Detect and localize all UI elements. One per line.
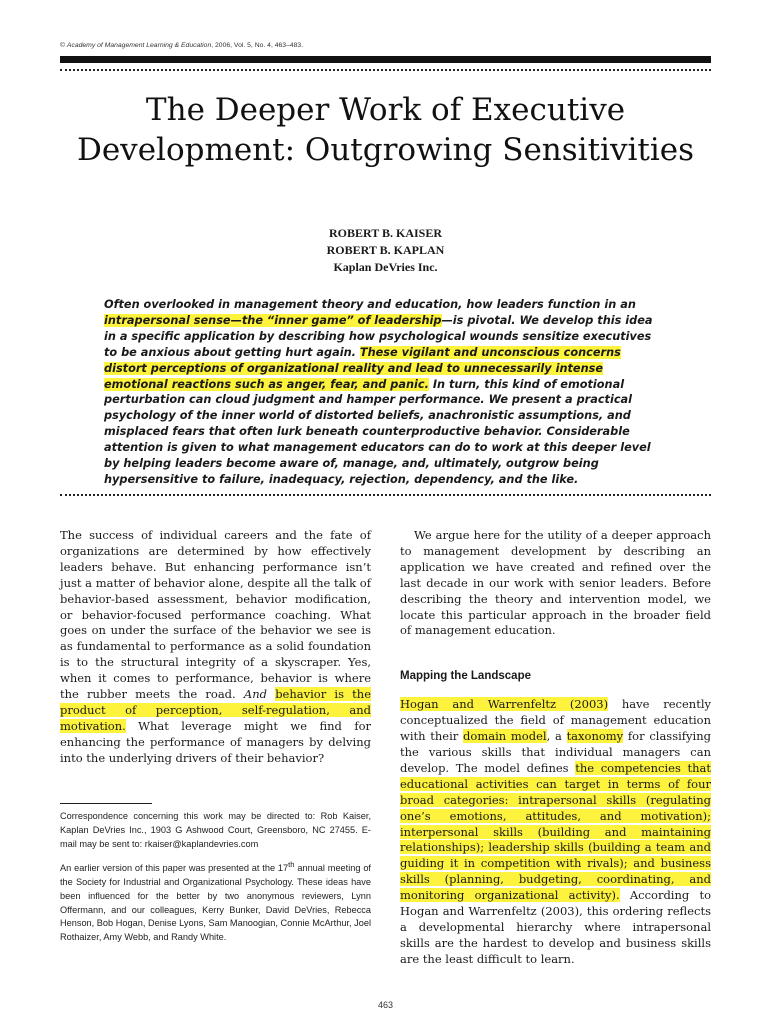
copyright-symbol: © [60,42,66,49]
acknowledgment-note [60,858,371,946]
abstract-text: Often overlooked in management theory and education, how leaders function in an [104,298,636,311]
highlighted-text: Hogan and Warrenfeltz (2003) [400,697,609,712]
body-text [267,687,275,701]
abstract [104,297,664,488]
author-name: ROBERT B. KAISER [328,226,443,240]
article-title: The Deeper Work of Executive Development: Outgrowing Sensitivities [76,92,695,168]
highlighted-text: intrapersonal sense—the “inner game” of leadership [104,313,442,327]
highlighted-text: behavior is the product of perception, self-regulation, and motivation. [60,687,372,733]
highlighted-text: taxonomy [566,729,624,744]
body-text: for classifying the various skills that individual managers can develop. The model defines [400,729,711,775]
body-text: have recently conceptualized the field of management education with their [400,697,711,744]
section-heading: Mapping the Landscape [400,670,531,683]
body-text: The success of individual careers and the fate of organizations are determined by how effectively leaders behave. But enhancing performance isn’t just a matter of behavior alone, despite all the talk of behavior-based assessment, behavior modification, or behavior-focused performance coaching. What goes on under the surface of the behavior we see is as fundamental to performance as a solid foundation is to the structural integrity of a skyscraper. Yes, when it comes to performance, behavior is where the rubber meets the road. [60,528,371,702]
journal-citation [60,42,720,49]
volume-info: , 2006, Vol. 5, No. 4, 463–483. [211,42,304,49]
dotted-divider-bottom [60,494,711,496]
correspondence-note: Correspondence concerning this work may be directed to: Rob Kaiser, Kaplan DeVries Inc., 1903 G Ashwood Court, Greensboro, NC 27455. E-mail may be sent to: rkaiser@kaplandevries.com [60,811,371,849]
body-text: , a [546,729,567,744]
body-text: What leverage might we find for enhancing the performance of managers by delving into the underlying drivers of their behavior? [60,718,371,765]
dotted-divider-top [60,69,711,71]
body-paragraph [60,528,371,767]
right-column [400,528,711,968]
footnotes [60,810,371,945]
footnote-text: annual meeting of the Society for Industrial and Organizational Psychology. These ideas have been influenced for the better by two anonymous reviewers, Lynn Offermann, and our colleagues, Kerry Bunker, David DeVries, Rebecca Henson, Bob Hogan, Denise Lyons, Sam Manoogian, Connie McArthur, Joel Rothaizer, Amy Webb, and Randy White. [60,862,371,943]
header-bar [60,56,711,63]
page-number: 463 [377,1000,394,1010]
abstract-text: —is pivotal. We develop this idea in a specific application by describing how psychological wounds sensitize executives to be anxious about getting hurt again. [104,313,653,359]
abstract-text: In turn, this kind of emotional perturbation can cloud judgment and hamper performance. We present a practical psychology of the inner world of distorted beliefs, anachronistic assumptions, and misplaced fears that often lurk beneath counterproductive behavior. Considerable attention is given to what management educators can do to work at this deeper level by helping leaders become aware of, manage, and, ultimately, outgrow being hypersensitive to failure, inadequacy, rejection, dependency, and the like. [104,377,651,486]
journal-name: Academy of Management Learning & Education [66,42,212,49]
highlighted-text: the competencies that educational activities can target in terms of four broad categories: intrapersonal skills (regulating one’s emotions, attitudes, and motivation); interpersonal skills (building and maintaining relationships); leadership skills (building a team and guiding it in competition with rivals); and business skills (planning, budgeting, coordinating, and monitoring organizational activity). [400,760,712,903]
footnote-divider [60,803,152,804]
left-column [60,528,371,767]
highlighted-text: domain model [463,729,547,744]
emphasis-text: And [243,687,267,702]
footnote-text: An earlier version of this paper was presented at the 17 [60,862,289,873]
highlighted-text: These vigilant and unconscious concerns distort perceptions of organizational reality and lead to unnecessarily intense emotional reactions such as anger, fear, and panic. [104,345,621,391]
author-name: ROBERT B. KAPLAN [326,243,445,257]
body-paragraph [400,697,711,967]
body-text: According to Hogan and Warrenfeltz (2003), this ordering reflects a developmental hierarchy where intrapersonal skills are the hardest to develop and business skills are the least difficult to learn. [400,888,711,966]
author-block [60,225,711,276]
body-paragraph: We argue here for the utility of a deeper approach to management development by describing an application we have created and refined over the last decade in our work with senior leaders. Before describing the theory and intervention model, we locate this particular approach in the broader field of management education. [400,528,711,638]
ordinal-superscript: th [288,859,295,869]
author-affiliation: Kaplan DeVries Inc. [333,260,438,274]
